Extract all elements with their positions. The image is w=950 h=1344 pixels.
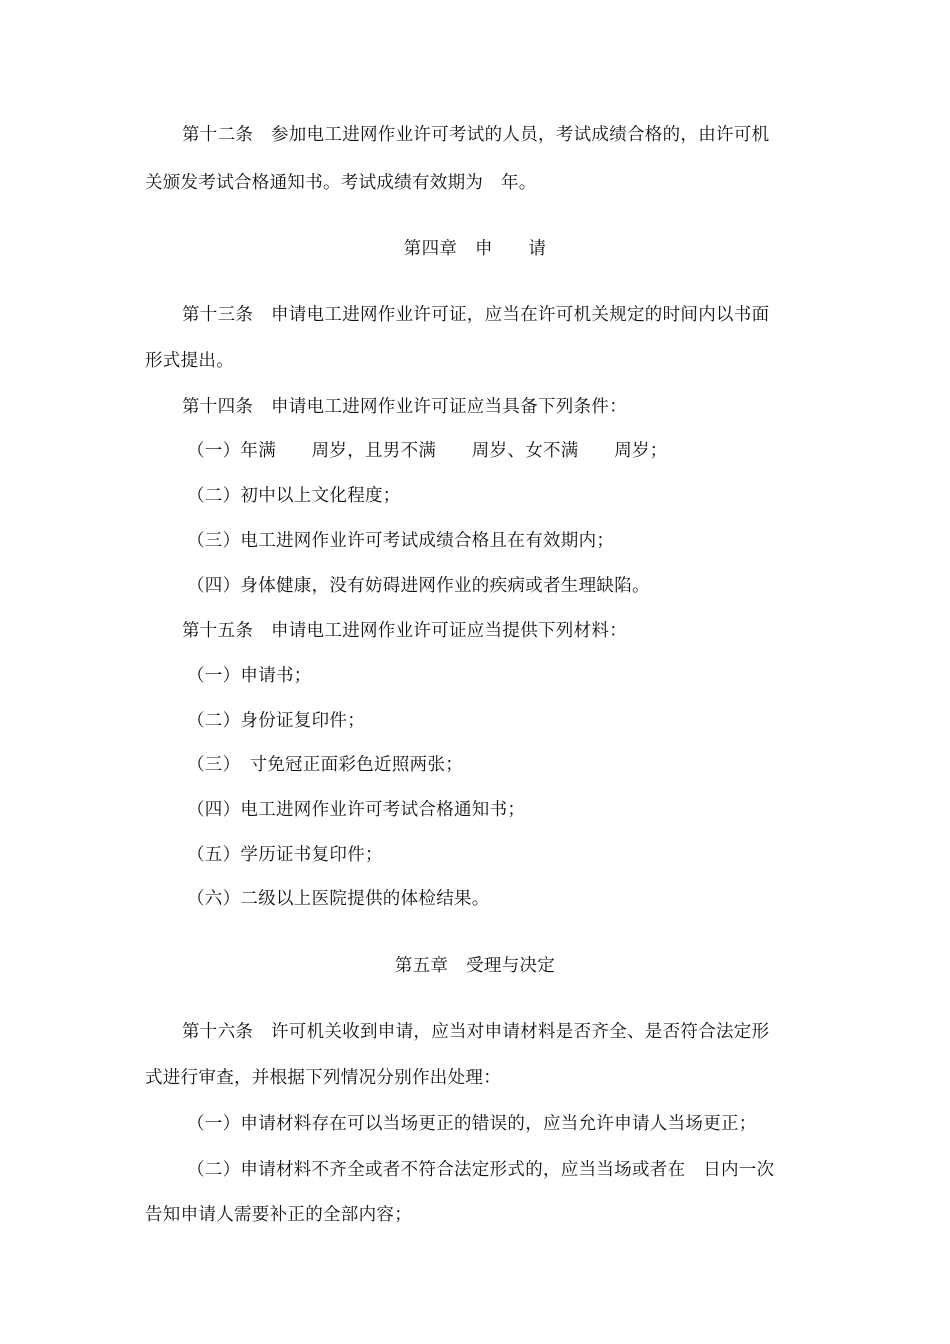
article-16-item-2-line-1: （二）申请材料不齐全或者不符合法定形式的，应当当场或者在 日内一次 bbox=[187, 1160, 775, 1180]
article-16-line-2: 式进行审查，并根据下列情况分别作出处理： bbox=[145, 1068, 501, 1088]
article-14: 第十四条 申请电工进网作业许可证应当具备下列条件： bbox=[182, 397, 627, 417]
article-16-line-1: 第十六条 许可机关收到申请，应当对申请材料是否齐全、是否符合法定形 bbox=[182, 1022, 770, 1042]
article-14-item-3: （三）电工进网作业许可考试成绩合格且在有效期内； bbox=[187, 531, 615, 551]
article-15-item-3: （三） 寸免冠正面彩色近照两张； bbox=[187, 755, 464, 775]
article-15-item-6: （六）二级以上医院提供的体检结果。 bbox=[187, 889, 490, 909]
article-15: 第十五条 申请电工进网作业许可证应当提供下列材料： bbox=[182, 621, 627, 641]
chapter-5-heading: 第五章 受理与决定 bbox=[394, 956, 556, 976]
article-14-item-4: （四）身体健康，没有妨碍进网作业的疾病或者生理缺陷。 bbox=[187, 576, 650, 596]
chapter-4-heading: 第四章 申 请 bbox=[403, 239, 547, 259]
article-16-item-2-line-2: 告知申请人需要补正的全部内容； bbox=[145, 1205, 412, 1225]
article-14-item-2: （二）初中以上文化程度； bbox=[187, 486, 401, 506]
article-13-line-2: 形式提出。 bbox=[145, 351, 234, 371]
article-16-item-1: （一）申请材料存在可以当场更正的错误的，应当允许申请人当场更正； bbox=[187, 1114, 757, 1134]
article-14-item-1: （一）年满 周岁，且男不满 周岁、女不满 周岁； bbox=[187, 441, 668, 461]
article-13-line-1: 第十三条 申请电工进网作业许可证，应当在许可机关规定的时间内以书面 bbox=[182, 305, 770, 325]
article-12-line-1: 第十二条 参加电工进网作业许可考试的人员，考试成绩合格的，由许可机 bbox=[182, 125, 770, 145]
article-15-item-1: （一）申请书； bbox=[187, 666, 312, 686]
article-15-item-5: （五）学历证书复印件； bbox=[187, 845, 383, 865]
article-15-item-4: （四）电工进网作业许可考试合格通知书； bbox=[187, 800, 526, 820]
article-15-item-2: （二）身份证复印件； bbox=[187, 711, 365, 731]
article-12-line-2: 关颁发考试合格通知书。考试成绩有效期为 年。 bbox=[145, 173, 537, 193]
